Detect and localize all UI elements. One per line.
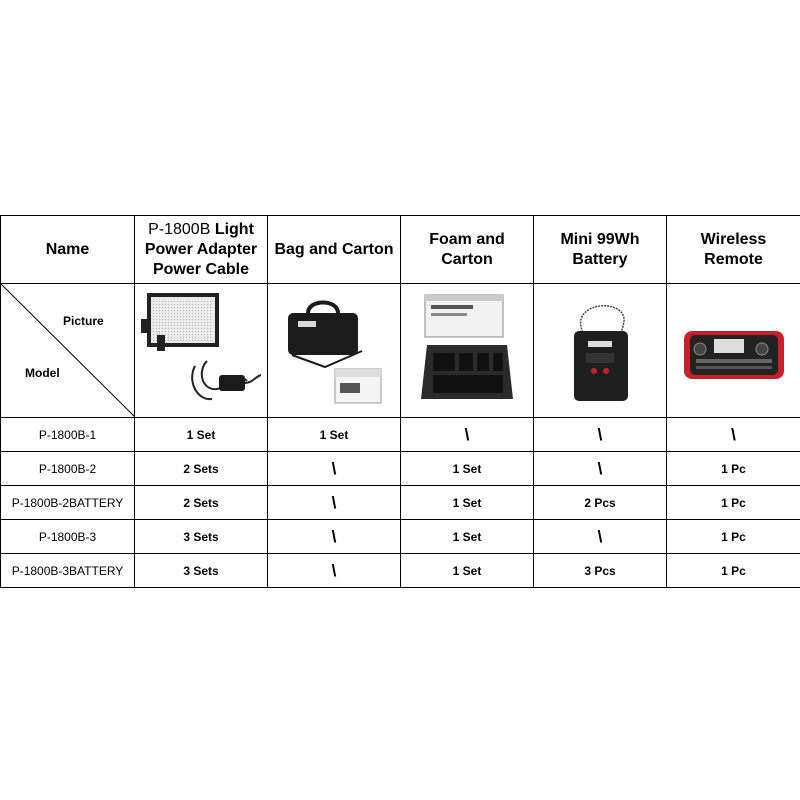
- battery-cell: \: [534, 452, 667, 486]
- remote-cell: \: [667, 418, 800, 452]
- light-kit-cell: 1 Set: [135, 418, 268, 452]
- foam-carton-cell: 1 Set: [401, 520, 534, 554]
- battery-cell: 2 Pcs: [534, 486, 667, 520]
- battery-cell: 3 Pcs: [534, 554, 667, 588]
- bag-carton-cell: 1 Set: [268, 418, 401, 452]
- table-row: [1, 486, 800, 520]
- header-model-text: P-1800B: [148, 220, 211, 238]
- configuration-table: [0, 215, 800, 588]
- header-wireless-remote: Wireless Remote: [667, 216, 800, 284]
- table-row: [1, 452, 800, 486]
- table-row: [1, 418, 800, 452]
- light-kit-cell: 3 Sets: [135, 554, 268, 588]
- model-cell: P-1800B-2BATTERY: [1, 486, 135, 520]
- header-power-cable-text: Power Cable: [152, 260, 250, 278]
- bag-carton-cell: \: [268, 554, 401, 588]
- foam-carton-cell: 1 Set: [401, 486, 534, 520]
- bag-carton-cell: \: [268, 486, 401, 520]
- header-power-adapter-text: Power Adapter: [144, 240, 258, 258]
- light-kit-cell: 2 Sets: [135, 452, 268, 486]
- header-row: [1, 216, 800, 284]
- light-kit-cell: 3 Sets: [135, 520, 268, 554]
- battery-with-lanyard-image: [536, 291, 664, 411]
- light-kit-image-cell: [135, 284, 268, 418]
- model-rows: [1, 418, 800, 588]
- foam-case-and-carton-image: [403, 291, 531, 411]
- foam-carton-cell: 1 Set: [401, 452, 534, 486]
- remote-cell: 1 Pc: [667, 554, 800, 588]
- foam-carton-cell: \: [401, 418, 534, 452]
- model-cell: P-1800B-3: [1, 520, 135, 554]
- led-panel-with-adapter-image: [137, 291, 265, 411]
- model-cell: P-1800B-2: [1, 452, 135, 486]
- battery-cell: \: [534, 418, 667, 452]
- bag-carton-image-cell: [268, 284, 401, 418]
- bag-carton-cell: \: [268, 452, 401, 486]
- battery-image-cell: [534, 284, 667, 418]
- bag-carton-cell: \: [268, 520, 401, 554]
- foam-carton-cell: 1 Set: [401, 554, 534, 588]
- bag-and-carton-image: [270, 291, 398, 411]
- foam-carton-image-cell: [401, 284, 534, 418]
- header-foam-carton: Foam and Carton: [401, 216, 534, 284]
- model-cell: P-1800B-1: [1, 418, 135, 452]
- header-battery: Mini 99Wh Battery: [534, 216, 667, 284]
- picture-model-corner-cell: [1, 284, 135, 418]
- light-kit-cell: 2 Sets: [135, 486, 268, 520]
- diagonal-divider: [1, 284, 135, 417]
- header-name: Name: [1, 216, 135, 284]
- remote-cell: 1 Pc: [667, 520, 800, 554]
- remote-cell: 1 Pc: [667, 452, 800, 486]
- model-label: Model: [25, 366, 60, 380]
- model-cell: P-1800B-3BATTERY: [1, 554, 135, 588]
- header-light-kit: [135, 216, 268, 284]
- header-light-text: Light: [214, 220, 254, 238]
- wireless-remote-image: [670, 291, 798, 411]
- picture-row: [1, 284, 800, 418]
- table-row: [1, 520, 800, 554]
- header-bag-carton: Bag and Carton: [268, 216, 401, 284]
- battery-cell: \: [534, 520, 667, 554]
- picture-label: Picture: [63, 314, 104, 328]
- remote-image-cell: [667, 284, 800, 418]
- remote-cell: 1 Pc: [667, 486, 800, 520]
- table-row: [1, 554, 800, 588]
